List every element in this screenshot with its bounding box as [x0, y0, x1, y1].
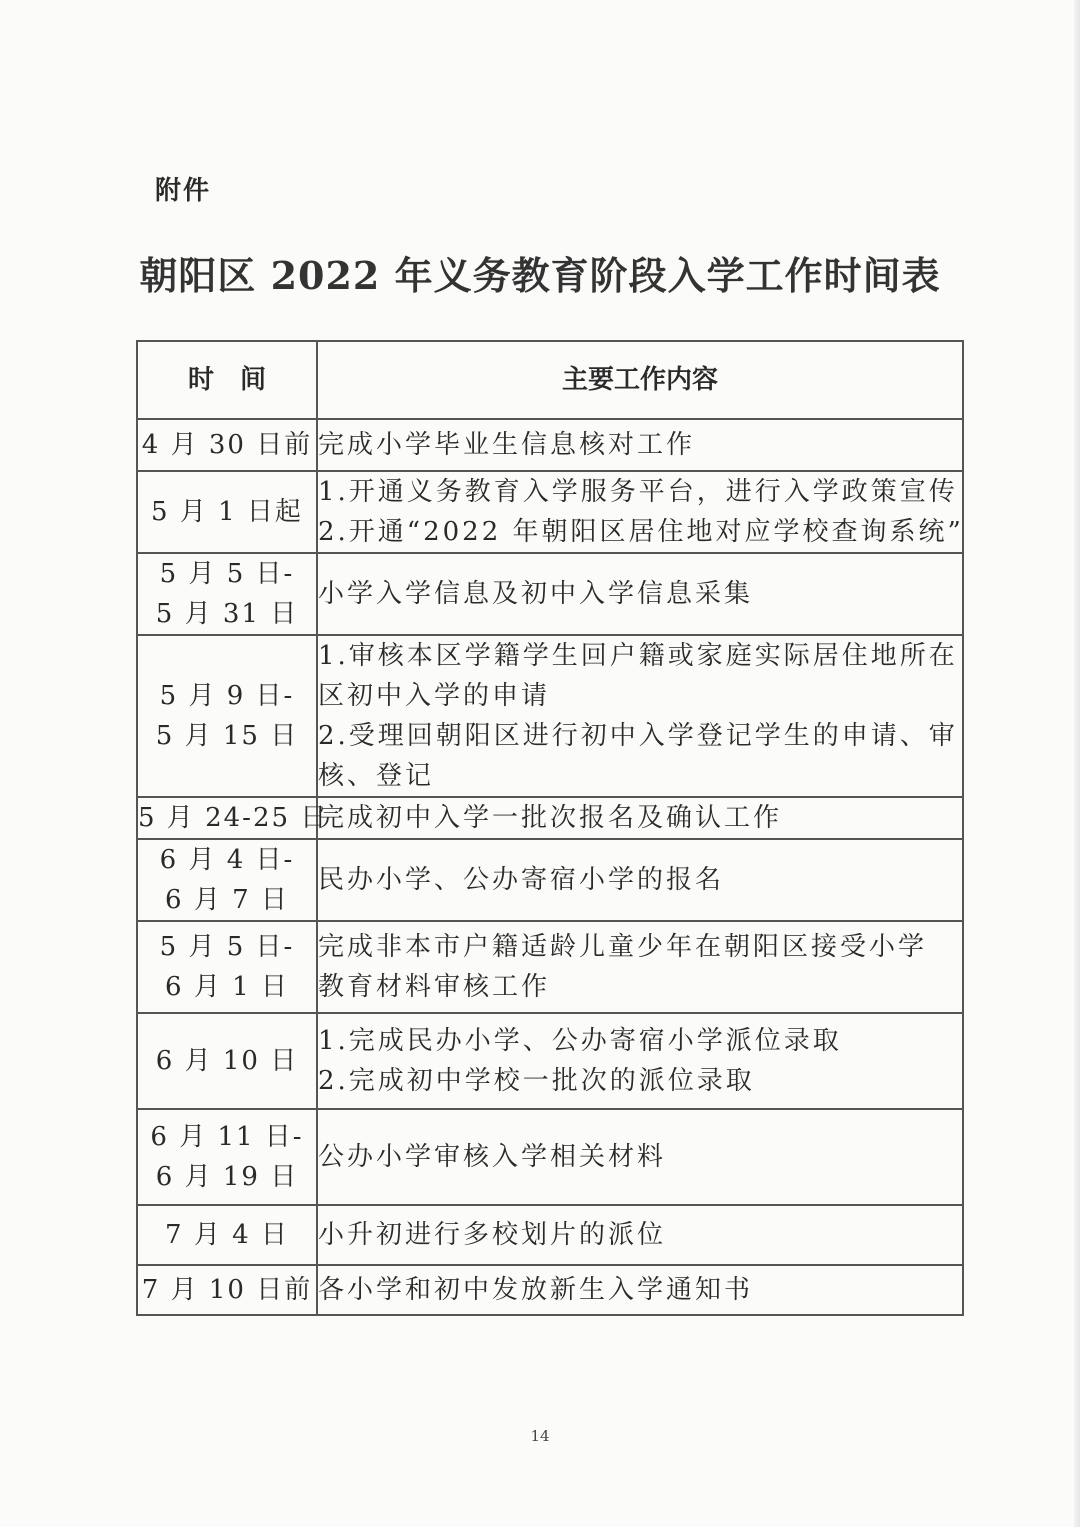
page-edge-shade — [1074, 0, 1080, 1527]
cell-time — [137, 1013, 317, 1109]
cell-time — [137, 635, 317, 797]
cell-content — [317, 553, 963, 635]
content-line: 2.开通“2022 年朝阳区居住地对应学校查询系统” — [318, 517, 964, 547]
content-line: 各小学和初中发放新生入学通知书 — [318, 1275, 754, 1305]
content-line: 2.受理回朝阳区进行初中入学登记学生的申请、审 — [318, 721, 958, 751]
table-header-row — [137, 341, 963, 419]
content-line: 核、登记 — [318, 761, 435, 791]
content-line: 民办小学、公办寄宿小学的报名 — [318, 865, 725, 895]
content-line: 1.审核本区学籍学生回户籍或家庭实际居住地所在 — [318, 641, 958, 671]
time-line: 5 月 5 日- — [159, 932, 295, 962]
cell-time — [137, 1265, 317, 1315]
time-line: 5 月 5 日- — [159, 559, 295, 589]
time-line: 5 月 31 日 — [155, 599, 299, 629]
cell-content — [317, 1109, 963, 1205]
content-line: 教育材料审核工作 — [318, 972, 551, 1002]
time-line: 7 月 4 日 — [165, 1220, 289, 1250]
cell-time — [137, 921, 317, 1013]
cell-content — [317, 1013, 963, 1109]
content-line: 1.完成民办小学、公办寄宿小学派位录取 — [318, 1026, 842, 1056]
content-line: 2.完成初中学校一批次的派位录取 — [318, 1066, 755, 1096]
table-row — [137, 921, 963, 1013]
table-row — [137, 419, 963, 471]
schedule-table — [136, 340, 964, 1316]
cell-time — [137, 797, 329, 839]
cell-time — [137, 471, 317, 553]
time-line: 7 月 10 日前 — [141, 1275, 313, 1305]
cell-content — [317, 419, 963, 471]
table-row — [137, 471, 963, 553]
content-line: 区初中入学的申请 — [318, 681, 551, 711]
time-line: 6 月 10 日 — [155, 1046, 299, 1076]
time-line: 5 月 1 日起 — [151, 497, 303, 527]
table-row — [137, 839, 963, 921]
table-row — [137, 1109, 963, 1205]
cell-content — [317, 1205, 963, 1265]
content-line: 小学入学信息及初中入学信息采集 — [318, 579, 754, 609]
cell-time — [137, 419, 317, 471]
cell-time — [137, 1109, 317, 1205]
content-line: 完成小学毕业生信息核对工作 — [318, 430, 696, 460]
time-line: 6 月 4 日- — [159, 845, 295, 875]
time-line: 6 月 11 日- — [150, 1122, 304, 1152]
time-line: 5 月 24-25 日 — [138, 803, 329, 833]
page-number: 14 — [530, 1427, 550, 1445]
time-line: 4 月 30 日前 — [141, 430, 313, 460]
cell-content — [317, 471, 963, 553]
schedule-body — [137, 419, 963, 1315]
content-line: 公办小学审核入学相关材料 — [318, 1142, 667, 1172]
table-row — [137, 635, 963, 797]
content-line: 1.开通义务教育入学服务平台，进行入学政策宣传 — [318, 477, 958, 507]
table-row — [137, 553, 963, 635]
document-title: 朝阳区 2022 年义务教育阶段入学工作时间表 — [139, 253, 941, 298]
time-line: 6 月 7 日 — [165, 885, 289, 915]
cell-content — [317, 839, 963, 921]
table-row — [137, 1013, 963, 1109]
cell-content — [317, 921, 963, 1013]
cell-content — [317, 635, 963, 797]
cell-time — [137, 553, 317, 635]
table-row — [137, 797, 963, 839]
table-row — [137, 1205, 963, 1265]
time-line: 5 月 9 日- — [159, 681, 295, 711]
cell-time — [137, 839, 317, 921]
content-line: 完成初中入学一批次报名及确认工作 — [318, 803, 783, 833]
cell-time — [137, 1205, 317, 1265]
time-line: 5 月 15 日 — [155, 721, 299, 751]
content-line: 完成非本市户籍适龄儿童少年在朝阳区接受小学 — [318, 932, 928, 962]
cell-content — [317, 1265, 963, 1315]
cell-content — [317, 797, 963, 839]
header-content: 主要工作内容 — [317, 341, 963, 419]
time-line: 6 月 19 日 — [155, 1162, 299, 1192]
attachment-label: 附件 — [155, 176, 212, 206]
time-line: 6 月 1 日 — [165, 972, 289, 1002]
content-line: 小升初进行多校划片的派位 — [318, 1220, 667, 1250]
header-time: 时 间 — [137, 341, 317, 419]
table-row — [137, 1265, 963, 1315]
